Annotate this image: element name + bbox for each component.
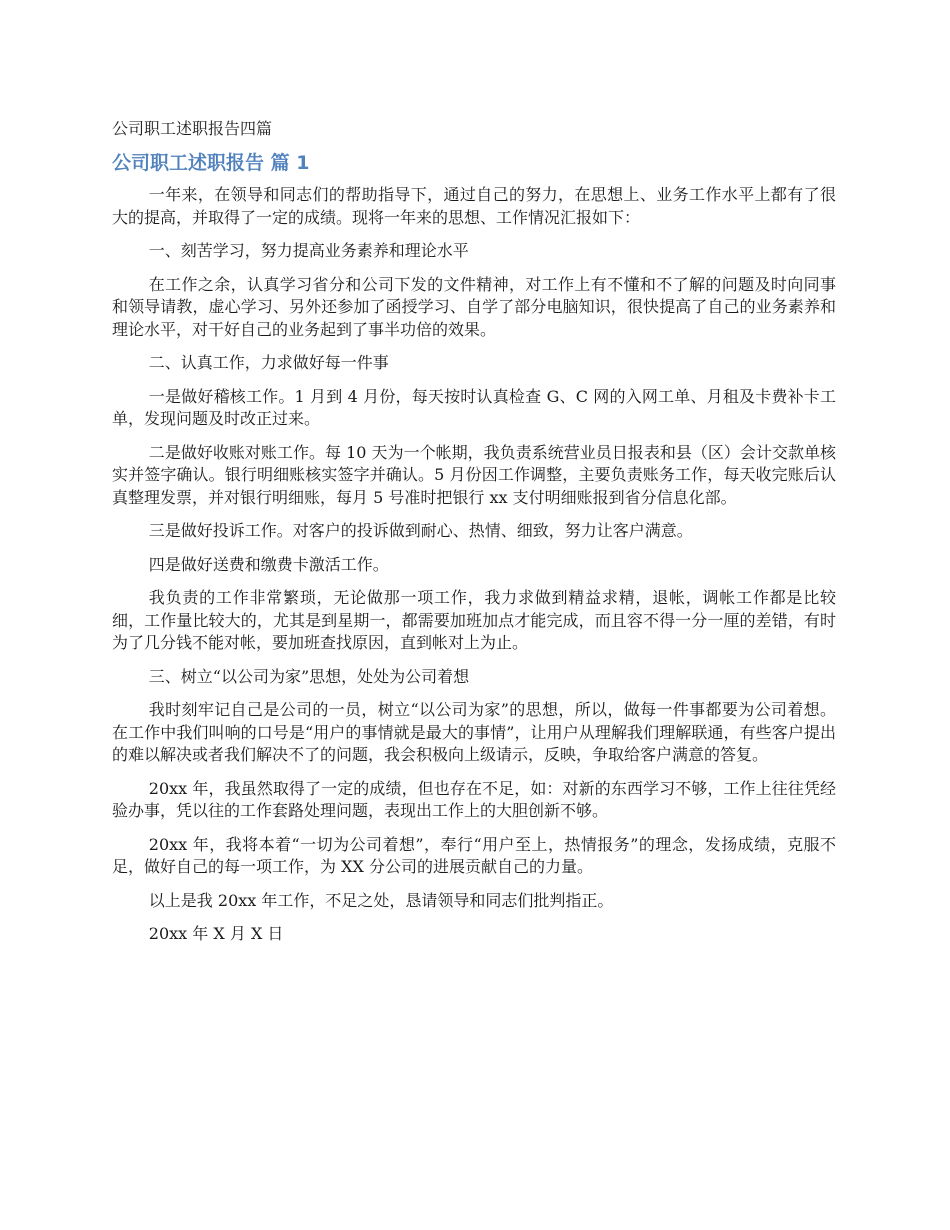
- paragraph-card-activation: 四是做好送费和缴费卡激活工作。: [148, 554, 389, 574]
- paragraph-intro: 一年来，在领导和同志们的帮助指导下，通过自己的努力，在思想上、业务工作水平上都有了很大的提高，并取得了一定的成绩。现将一年来的思想、工作情况汇报如下：: [112, 185, 836, 227]
- subheading-study: 一、刻苦学习，努力提高业务素养和理论水平: [148, 241, 469, 260]
- paragraph-audit: 一是做好稽核工作。1 月到 4 月份，每天按时认真检查 G、C 网的入网工单、月租及卡费补卡工单，发现问题及时改正过来。: [112, 386, 836, 428]
- paragraph-shortcomings: 20xx 年，我虽然取得了一定的成绩，但也存在不足，如：对新的东西学习不够，工作上往往凭经验办事，凭以往的工作套路处理问题，表现出工作上的大胆创新不够。: [112, 778, 836, 820]
- document-page: [112, 118, 836, 957]
- section-heading: 公司职工述职报告 篇 1: [112, 152, 310, 174]
- document-body: [112, 184, 836, 946]
- paragraph-plans: 20xx 年，我将本着“一切为公司着想”，奉行“用户至上，热情报务”的理念，发扬成绩，克服不足，做好自己的每一项工作，为 XX 分公司的进展贡献自己的力量。: [112, 834, 836, 876]
- document-date: 20xx 年 X 月 X 日: [148, 924, 284, 943]
- document-title: 公司职工述职报告四篇: [112, 119, 273, 138]
- paragraph-company-home: 我时刻牢记自己是公司的一员，树立“以公司为家”的思想，所以，做每一件事都要为公司着想。在工作中我们叫响的口号是“用户的事情就是最大的事情”，让用户从理解我们理解联通，有些客户提出的难以解决或者我们解决不了的问题，我会积极向上级请示，反映，争取给客户满意的答复。: [112, 700, 836, 764]
- paragraph-complaints: 三是做好投诉工作。对客户的投诉做到耐心、热情、细致，努力让客户满意。: [148, 521, 693, 540]
- paragraph-closing: 以上是我 20xx 年工作，不足之处，恳请领导和同志们批判指正。: [148, 890, 614, 910]
- paragraph-workload: 我负责的工作非常繁琐，无论做那一项工作，我力求做到精益求精，退帐，调帐工作都是比较细，工作量比较大的，尤其是到星期一，都需要加班加点才能完成，而且容不得一分一厘的差错，有时为了几分钱不能对帐，要加班查找原因，直到帐对上为止。: [112, 588, 836, 652]
- subheading-company-home: 三、树立“以公司为家”思想，处处为公司着想: [148, 666, 470, 686]
- paragraph-study: 在工作之余，认真学习省分和公司下发的文件精神，对工作上有不懂和不了解的问题及时向同事和领导请教，虚心学习、另外还参加了函授学习、自学了部分电脑知识，很快提高了自己的业务素养和理论水平，对干好自己的业务起到了事半功倍的效果。: [112, 274, 836, 339]
- paragraph-accounts: 二是做好收账对账工作。每 10 天为一个帐期，我负责系统营业员日报表和县（区）会计交款单核实并签字确认。银行明细账核实签字并确认。5 月份因工作调整，主要负责账务工作，每天收完账后认真整理发票，并对银行明细账，每月 5 号准时把银行 xx 支付明细账报到省分信息化部。: [112, 442, 836, 507]
- subheading-work: 二、认真工作，力求做好每一件事: [148, 353, 389, 372]
